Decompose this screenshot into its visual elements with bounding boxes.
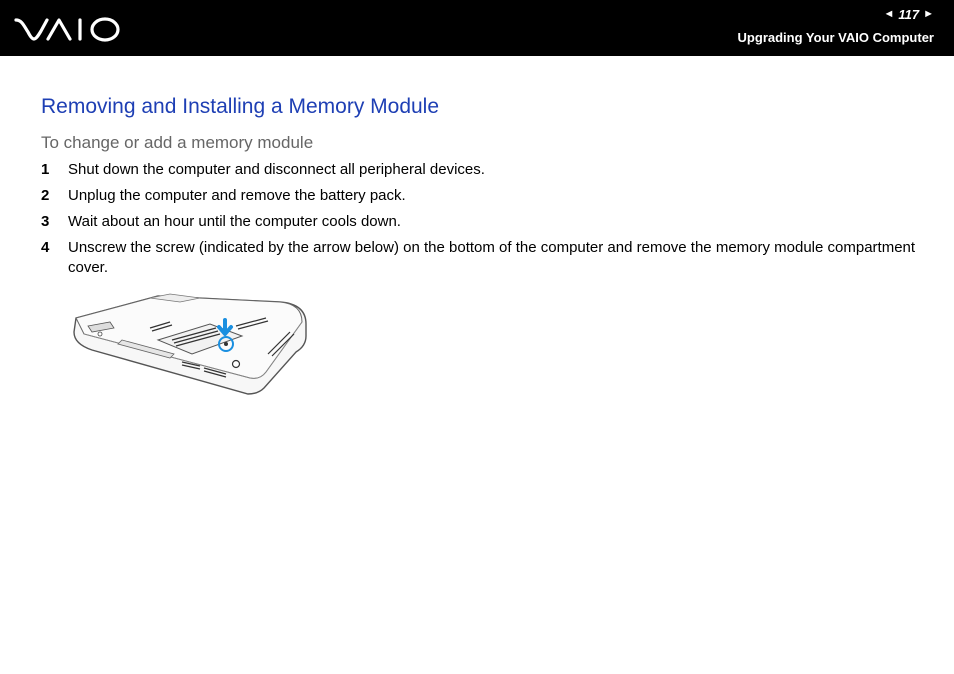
step-text: Unscrew the screw (indicated by the arrow below) on the bottom of the computer and remove the memory module compartment cover. <box>68 239 916 276</box>
page-title: Removing and Installing a Memory Module <box>41 95 440 118</box>
section-title: Upgrading Your VAIO Computer <box>737 30 934 45</box>
laptop-bottom-illustration <box>70 288 314 405</box>
next-page-icon[interactable]: ► <box>923 8 934 20</box>
procedure-heading: To change or add a memory module <box>41 133 314 152</box>
steps-list <box>41 160 921 284</box>
page-header <box>0 0 954 56</box>
previous-page-icon[interactable]: ◄ <box>883 8 895 20</box>
step-text: Unplug the computer and remove the battery pack. <box>68 187 406 204</box>
step-number: 2 <box>41 187 50 204</box>
step-text: Shut down the computer and disconnect all peripheral devices. <box>68 161 485 178</box>
step-item <box>41 238 921 278</box>
page-navigation <box>883 7 934 22</box>
step-item <box>41 212 921 232</box>
step-number: 4 <box>41 239 50 256</box>
page-number: 117 <box>898 7 920 22</box>
step-item <box>41 186 921 206</box>
step-number: 3 <box>41 213 50 230</box>
vaio-logo <box>14 12 122 49</box>
step-number: 1 <box>41 161 50 178</box>
step-text: Wait about an hour until the computer cools down. <box>68 213 401 230</box>
step-item <box>41 160 921 180</box>
